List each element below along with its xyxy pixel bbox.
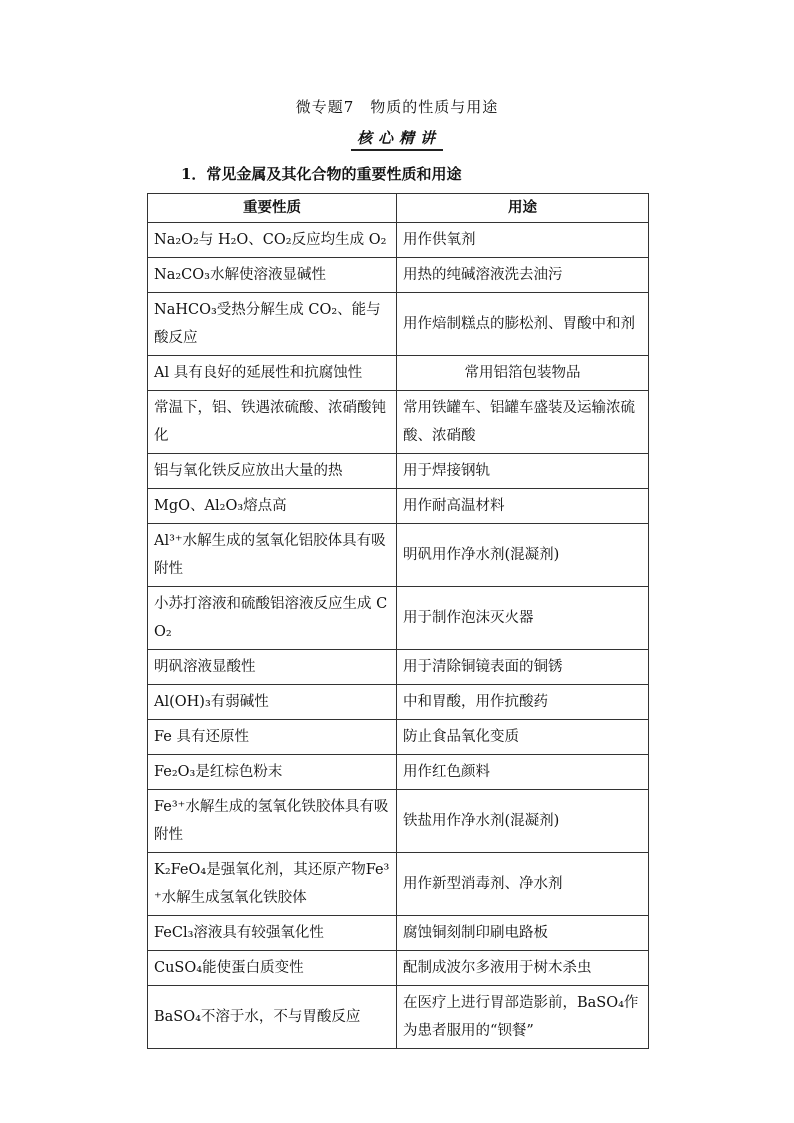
property-cell: FeCl₃溶液具有较强氧化性 [148,916,397,951]
table-row [148,524,649,587]
property-cell: NaHCO₃受热分解生成 CO₂、能与酸反应 [148,293,397,356]
property-cell: 铝与氧化铁反应放出大量的热 [148,454,397,489]
use-cell: 明矾用作净水剂(混凝剂) [397,524,649,587]
use-cell: 中和胃酸，用作抗酸药 [397,685,649,720]
use-cell: 用于清除铜镜表面的铜锈 [397,650,649,685]
property-cell: Al³⁺水解生成的氢氧化铝胶体具有吸附性 [148,524,397,587]
property-cell: K₂FeO₄是强氧化剂，其还原产物Fe³⁺水解生成氢氧化铁胶体 [148,853,397,916]
use-cell: 用作耐高温材料 [397,489,649,524]
table-row [148,391,649,454]
table-row [148,790,649,853]
table-row [148,356,649,391]
property-cell: Na₂O₂与 H₂O、CO₂反应均生成 O₂ [148,223,397,258]
property-cell: CuSO₄能使蛋白质变性 [148,951,397,986]
header-use: 用途 [397,194,649,223]
use-cell: 用作供氧剂 [397,223,649,258]
table-row [148,685,649,720]
subtitle-text: 核心精讲 [351,127,443,151]
table-row [148,951,649,986]
section-heading: 1．常见金属及其化合物的重要性质和用途 [181,165,462,183]
table-row [148,223,649,258]
table-row [148,755,649,790]
use-cell: 常用铁罐车、铝罐车盛装及运输浓硫酸、浓硝酸 [397,391,649,454]
use-cell: 用作红色颜料 [397,755,649,790]
page-title: 微专题7 物质的性质与用途 [295,98,499,116]
use-cell: 用作新型消毒剂、净水剂 [397,853,649,916]
property-cell: 常温下，铝、铁遇浓硫酸、浓硝酸钝化 [148,391,397,454]
property-cell: Al(OH)₃有弱碱性 [148,685,397,720]
table-row [148,853,649,916]
use-cell: 防止食品氧化变质 [397,720,649,755]
use-cell: 配制成波尔多液用于树木杀虫 [397,951,649,986]
property-cell: Fe³⁺水解生成的氢氧化铁胶体具有吸附性 [148,790,397,853]
use-cell: 腐蚀铜刻制印刷电路板 [397,916,649,951]
property-cell: BaSO₄不溶于水，不与胃酸反应 [148,986,397,1049]
use-cell: 用热的纯碱溶液洗去油污 [397,258,649,293]
use-cell: 用于焊接钢轨 [397,454,649,489]
property-cell: Fe 具有还原性 [148,720,397,755]
property-cell: 小苏打溶液和硫酸铝溶液反应生成 CO₂ [148,587,397,650]
table-row [148,489,649,524]
table-header-row [148,194,649,223]
table-row [148,720,649,755]
section-subtitle [0,127,794,151]
table-row [148,258,649,293]
table-row [148,587,649,650]
table-row [148,916,649,951]
use-cell: 铁盐用作净水剂(混凝剂) [397,790,649,853]
use-cell: 用于制作泡沫灭火器 [397,587,649,650]
use-cell: 在医疗上进行胃部造影前，BaSO₄作为患者服用的“钡餐” [397,986,649,1049]
table-row [148,986,649,1049]
table-row [148,293,649,356]
property-cell: 明矾溶液显酸性 [148,650,397,685]
property-cell: Al 具有良好的延展性和抗腐蚀性 [148,356,397,391]
header-property: 重要性质 [148,194,397,223]
use-cell: 用作焙制糕点的膨松剂、胃酸中和剂 [397,293,649,356]
property-cell: Fe₂O₃是红棕色粉末 [148,755,397,790]
table-row [148,650,649,685]
use-cell: 常用铝箔包装物品 [397,356,649,391]
properties-table [147,193,649,1049]
property-cell: MgO、Al₂O₃熔点高 [148,489,397,524]
table-row [148,454,649,489]
property-cell: Na₂CO₃水解使溶液显碱性 [148,258,397,293]
